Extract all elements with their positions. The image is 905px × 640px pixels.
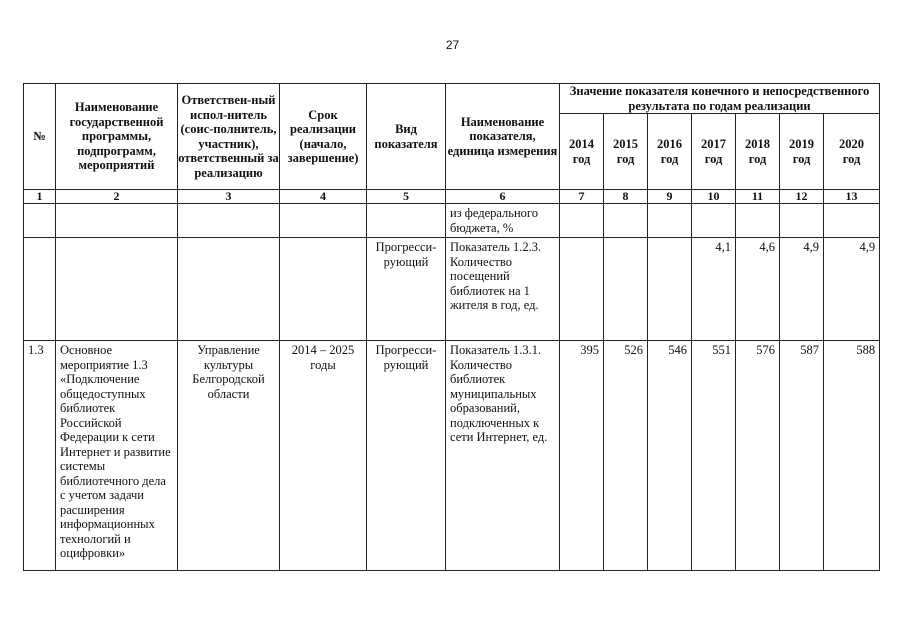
header-program-name: Наименование государственной программы, подпрограмм, мероприятий	[56, 84, 178, 190]
row-value	[604, 204, 648, 238]
row-term: 2014 – 2025 годы	[280, 341, 367, 571]
header-year-2019: 2019 год	[780, 114, 824, 190]
column-number: 13	[824, 190, 880, 204]
header-values-group: Значение показателя конечного и непосредственного результата по годам реализации	[560, 84, 880, 114]
column-number: 2	[56, 190, 178, 204]
header-year-2017: 2017 год	[692, 114, 736, 190]
row-value	[648, 238, 692, 341]
table-row	[24, 204, 880, 238]
page-number: 27	[445, 38, 460, 52]
row-num: 1.3	[24, 341, 56, 571]
header-year-2015: 2015 год	[604, 114, 648, 190]
header-num: №	[24, 84, 56, 190]
column-number: 10	[692, 190, 736, 204]
table-row	[24, 238, 880, 341]
row-indicator: Показатель 1.2.3. Количество посещений библиотек на 1 жителя в год, ед.	[446, 238, 560, 341]
header-indicator-name: Наименование показателя, единица измерения	[446, 84, 560, 190]
header-year-2016: 2016 год	[648, 114, 692, 190]
row-value: 4,6	[736, 238, 780, 341]
column-number: 5	[367, 190, 446, 204]
row-executor	[178, 238, 280, 341]
column-number: 11	[736, 190, 780, 204]
row-value	[780, 204, 824, 238]
row-num	[24, 238, 56, 341]
row-type: Прогресси-рующий	[367, 238, 446, 341]
header-year-2014: 2014 год	[560, 114, 604, 190]
row-value: 551	[692, 341, 736, 571]
row-value: 526	[604, 341, 648, 571]
row-value: 4,9	[824, 238, 880, 341]
row-value	[692, 204, 736, 238]
header-year-2020: 2020 год	[824, 114, 880, 190]
row-value: 587	[780, 341, 824, 571]
table-row	[24, 341, 880, 571]
row-value: 546	[648, 341, 692, 571]
row-num	[24, 204, 56, 238]
row-name	[56, 238, 178, 341]
row-term	[280, 204, 367, 238]
column-number: 3	[178, 190, 280, 204]
header-executor: Ответствен-ный испол-нитель (соис-полнитель, участник), ответственный за реализацию	[178, 84, 280, 190]
indicators-table	[23, 83, 880, 571]
header-year-2018: 2018 год	[736, 114, 780, 190]
row-value: 588	[824, 341, 880, 571]
column-number: 9	[648, 190, 692, 204]
row-value: 395	[560, 341, 604, 571]
column-number: 8	[604, 190, 648, 204]
header-term: Срок реализации (начало, завершение)	[280, 84, 367, 190]
row-value	[824, 204, 880, 238]
row-name: Основное мероприятие 1.3 «Подключение общедоступных библиотек Российской Федерации к сети Интернет и развитие системы библиотечного дела с учетом задачи расширения информационных технологий и оцифровки»	[56, 341, 178, 571]
row-type	[367, 204, 446, 238]
row-executor: Управление культуры Белгородской области	[178, 341, 280, 571]
row-value	[560, 204, 604, 238]
column-number: 4	[280, 190, 367, 204]
row-indicator: Показатель 1.3.1. Количество библиотек муниципальных образований, подключенных к сети Интернет, ед.	[446, 341, 560, 571]
column-number: 1	[24, 190, 56, 204]
row-value: 4,1	[692, 238, 736, 341]
row-value	[736, 204, 780, 238]
row-term	[280, 238, 367, 341]
row-value	[560, 238, 604, 341]
header-indicator-type: Вид показателя	[367, 84, 446, 190]
row-executor	[178, 204, 280, 238]
row-type: Прогресси-рующий	[367, 341, 446, 571]
column-number: 12	[780, 190, 824, 204]
row-value: 4,9	[780, 238, 824, 341]
column-number: 6	[446, 190, 560, 204]
row-value	[648, 204, 692, 238]
row-value: 576	[736, 341, 780, 571]
row-indicator: из федерального бюджета, %	[446, 204, 560, 238]
row-value	[604, 238, 648, 341]
column-number: 7	[560, 190, 604, 204]
row-name	[56, 204, 178, 238]
